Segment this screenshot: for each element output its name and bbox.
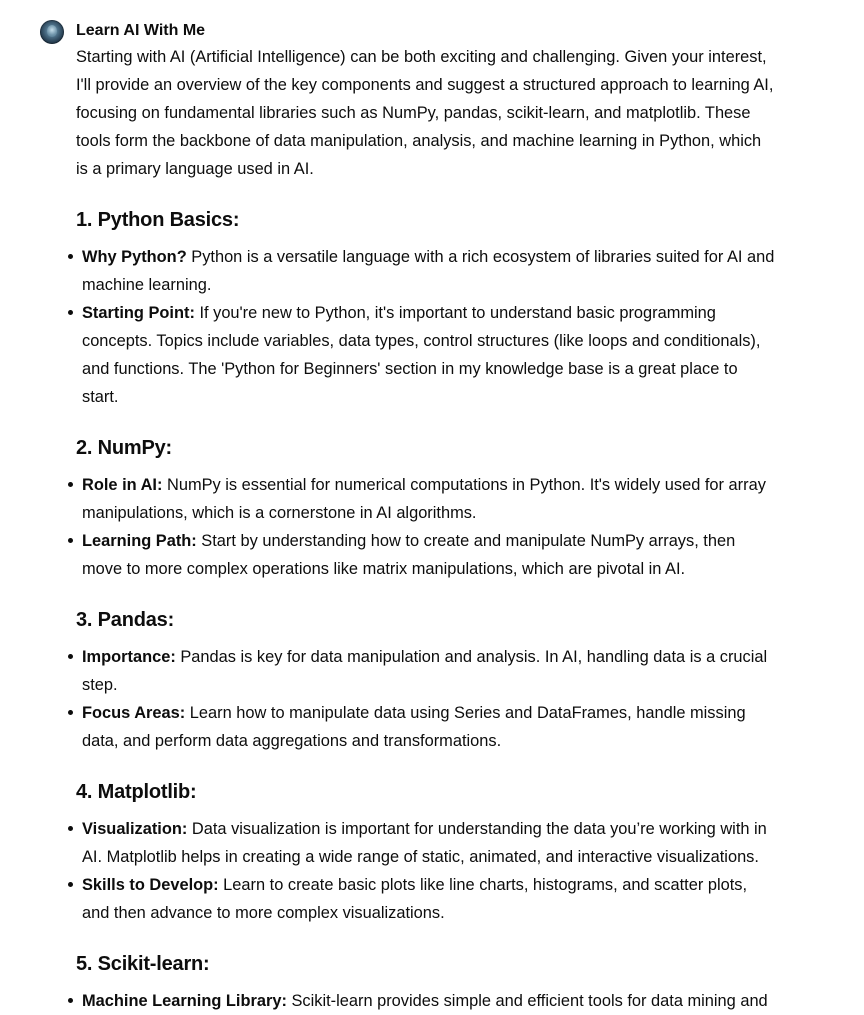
bullet-list (76, 643, 776, 755)
avatar[interactable] (40, 20, 64, 44)
list-item (76, 815, 776, 871)
item-text: Start by understanding how to create and manipulate NumPy arrays, then move to more complex operations like matrix manipulations, which are pivotal in AI. (82, 532, 736, 578)
item-text: Scikit-learn provides simple and efficient tools for data mining and (286, 992, 768, 1010)
bullet-icon (68, 882, 73, 887)
list-item (76, 643, 776, 699)
section-heading: 3. Pandas: (76, 609, 175, 631)
list-item (76, 987, 776, 1015)
item-text: Data visualization is important for understanding the data you’re working with in AI. Matplotlib helps in creating a wide range of static, animated, and interactive visualizations. (82, 820, 767, 866)
bullet-list (76, 815, 776, 927)
list-item (76, 471, 776, 527)
item-label: Why Python? (82, 248, 187, 266)
list-item (76, 243, 776, 299)
item-text: Learn how to manipulate data using Series and DataFrames, handle missing data, and perform data aggregations and transformations. (82, 704, 746, 750)
intro-paragraph: Starting with AI (Artificial Intelligence) can be both exciting and challenging. Given your interest, I'll provide an overview of the key components and suggest a structured approach to learning AI, focusing on fundamental libraries such as NumPy, pandas, scikit-learn, and matplotlib. These tools form the backbone of data manipulation, analysis, and machine learning in Python, which is a primary language used in AI. (76, 48, 774, 178)
bullet-list (76, 471, 776, 583)
item-text: Pandas is key for data manipulation and analysis. In AI, handling data is a crucial step. (82, 648, 768, 694)
message-content (76, 43, 776, 1015)
bullet-list (76, 243, 776, 411)
list-item (76, 699, 776, 755)
item-text: NumPy is essential for numerical computations in Python. It's widely used for array manipulations, which is a cornerstone in AI algorithms. (82, 476, 766, 522)
author-name: Learn AI With Me (76, 22, 206, 39)
item-label: Machine Learning Library: (82, 992, 287, 1010)
bullet-icon (68, 654, 73, 659)
bullet-icon (68, 826, 73, 831)
list-item (76, 527, 776, 583)
section-heading: 2. NumPy: (76, 437, 173, 459)
bullet-icon (68, 310, 73, 315)
item-text: Python is a versatile language with a rich ecosystem of libraries suited for AI and machine learning. (82, 248, 775, 294)
item-label: Skills to Develop: (82, 876, 219, 894)
list-item (76, 299, 776, 411)
list-item (76, 871, 776, 927)
item-label: Role in AI: (82, 476, 163, 494)
bullet-icon (68, 710, 73, 715)
bullet-icon (68, 538, 73, 543)
bullet-list (76, 987, 776, 1015)
item-label: Learning Path: (82, 532, 197, 550)
item-label: Focus Areas: (82, 704, 186, 722)
item-label: Visualization: (82, 820, 188, 838)
avatar-image (47, 25, 57, 37)
bullet-icon (68, 254, 73, 259)
section-heading: 1. Python Basics: (76, 209, 240, 231)
item-text: If you're new to Python, it's important to understand basic programming concepts. Topics include variables, data types, control structures (like loops and conditionals), and functions. The 'Python for Beginners' section in my knowledge base is a great place to start. (82, 304, 761, 406)
bullet-icon (68, 998, 73, 1003)
section-heading: 4. Matplotlib: (76, 781, 197, 803)
bullet-icon (68, 482, 73, 487)
item-label: Starting Point: (82, 304, 195, 322)
item-text: Learn to create basic plots like line charts, histograms, and scatter plots, and then advance to more complex visualizations. (82, 876, 748, 922)
item-label: Importance: (82, 648, 176, 666)
section-heading: 5. Scikit-learn: (76, 953, 210, 975)
